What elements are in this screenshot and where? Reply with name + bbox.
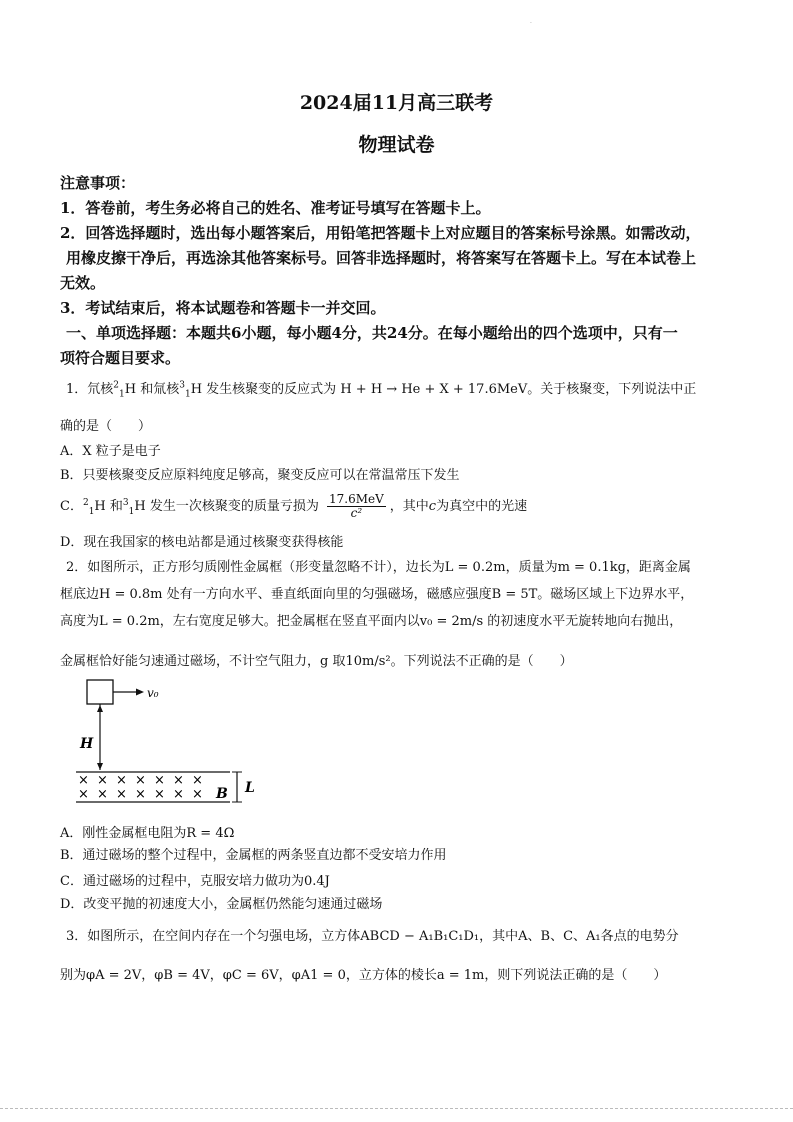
section-heading-cont: 项符合题目要求。 [60,349,181,367]
q2-option-d: D．改变平抛的初速度大小，金属框仍然能匀速通过磁场 [60,897,383,912]
l-label: L [245,780,255,796]
exam-title: 2024届11月高三联考 [299,92,494,114]
q1-option-b: B．只要核聚变反应原料纯度足够高，聚变反应可以在常温常压下发生 [60,468,460,483]
field-cross: × [116,787,127,802]
v0-label: v₀ [147,686,159,700]
field-cross: × [173,787,184,802]
field-cross: × [192,773,203,788]
field-cross: × [154,773,165,788]
q2-option-b: B．通过磁场的整个过程中，金属框的两条竖直边都不受安培力作用 [60,848,447,863]
q1-equation: H + H → He + X + 17.6MeV [340,382,528,397]
q3-stem-line1: 3．如图所示，在空间内存在一个匀强电场，立方体ABCD − A₁B₁C₁D₁，其中A、B、C、A₁各点的电势分 [66,929,679,944]
exam-subject: 物理试卷 [358,134,435,156]
q2-stem-line3: 高度为L = 0.2m，左右宽度足够大。把金属框在竖直平面内以v₀ = 2m/s 的初速度水平无旋转地向右抛出， [60,614,683,629]
q2-figure [70,672,270,812]
h-label: H [80,736,94,752]
metal-frame [87,680,113,704]
field-cross: × [135,773,146,788]
section-heading: 一、单项选择题：本题共6小题，每小题4分，共24分。在每小题给出的四个选项中，只有一 [66,324,678,342]
q2-stem-line2: 框底边H = 0.8m 处有一方向水平、垂直纸面向里的匀强磁场，磁感应强度B = 5T。磁场区域上下边界水平， [60,587,694,602]
q1-stem: 1．氘核$^2_1$H 和氚核$^3_1$H 发生核聚变的反应式为 H + H → He + X + 17.6MeV。关于核聚变，下列说法中正 [66,380,697,400]
page-bottom-rule [0,1108,793,1109]
q1-option-c: C．$^2_1$H 和$^3_1$H 发生一次核聚变的质量亏损为 $\frac{\text{17.6MeV}}{\text{c²}}$ ，其中c为真空中的光速 [60,492,528,521]
field-cross: × [135,787,146,802]
q2-option-a: A．刚性金属框电阻为R = 4Ω [60,826,235,841]
q1-mass-defect-fraction: $\frac{\text{17.6MeV}}{\text{c²}}$ [329,492,384,521]
notice-item-3: 3．考试结束后，将本试题卷和答题卡一并交回。 [60,299,386,317]
q2-option-c: C．通过磁场的过程中，克服安培力做功为0.4J [60,874,330,889]
q2-stem-line1: 2．如图所示，正方形匀质刚性金属框（形变量忽略不计），边长为L = 0.2m，质量为m = 0.1kg，距离金属 [66,560,691,575]
field-cross: × [78,787,89,802]
field-cross: × [78,773,89,788]
b-label: B [216,786,228,802]
field-cross: × [116,773,127,788]
q1-option-a: A．X 粒子是电子 [60,444,161,459]
q3-stem-line2: 别为φA = 2V，φB = 4V，φC = 6V，φA1 = 0，立方体的棱长a = 1m，则下列说法正确的是（ ） [60,968,667,983]
scan-mark: · [530,20,532,27]
field-cross: × [192,787,203,802]
q1-option-d: D．现在我国家的核电站都是通过核聚变获得核能 [60,535,344,550]
notice-item-1: 1．答卷前，考生务必将自己的姓名、准考证号填写在答题卡上。 [60,199,491,217]
notice-heading: 注意事项： [60,174,136,192]
q1-stem-cont: 确的是（ ） [60,419,152,434]
notice-item-2-end: 无效。 [60,274,106,292]
field-cross: × [173,773,184,788]
q2-stem-line4: 金属框恰好能匀速通过磁场，不计空气阻力，g 取10m/s²。下列说法不正确的是（ ） [60,654,573,669]
velocity-arrowhead [136,689,144,696]
magnetic-field-crosses [78,773,203,802]
field-cross: × [97,787,108,802]
field-cross: × [154,787,165,802]
notice-item-2: 2．回答选择题时，选出每小题答案后，用铅笔把答题卡上对应题目的答案标号涂黑。如需改动， [60,224,701,242]
height-arrow-top [97,705,103,712]
height-arrow-bottom [97,763,103,770]
notice-item-2-cont: 用橡皮擦干净后，再选涂其他答案标号。回答非选择题时，将答案写在答题卡上。写在本试卷上 [66,249,697,267]
field-cross: × [97,773,108,788]
